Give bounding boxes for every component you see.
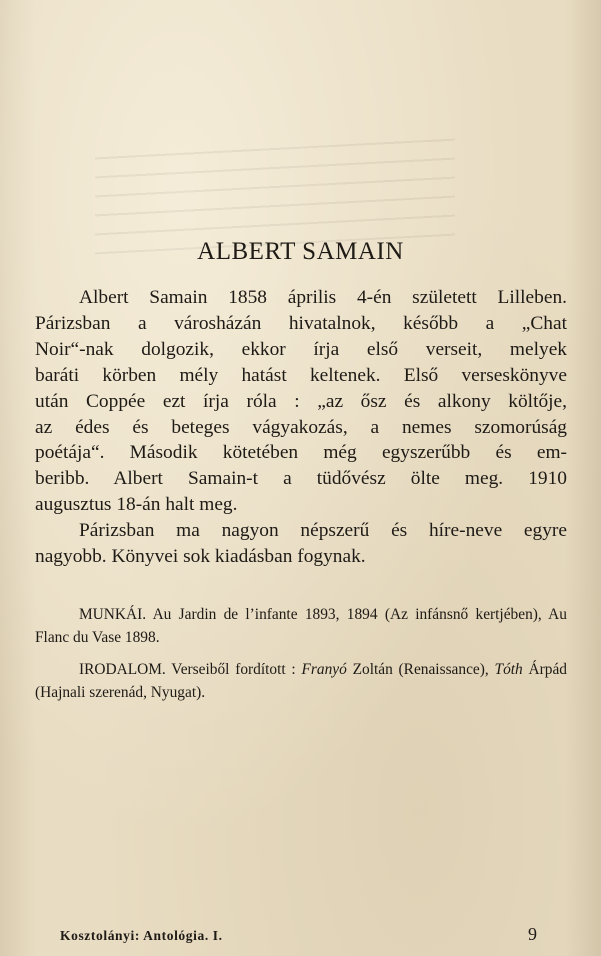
bio-line: az édes és beteges vágyakozás, a nemes szomorúság (35, 416, 567, 438)
literature-paragraph (35, 658, 567, 704)
works-paragraph: MUNKÁI. Au Jardin de l’infante 1893, 1894 (Az infánsnő kertjében), Au Flanc du Vase 1898. (35, 606, 567, 646)
bio-line: Párizsban a városházán hivatalnok, később a „Chat (35, 312, 567, 334)
bio-line: baráti körben mély hatást keltenek. Első verseskönyve (35, 364, 567, 386)
literature-text: Árpád (Hajnali szerenád, Nyugat). (35, 661, 567, 701)
literature-text: IRODALOM. Verseiből fordított : (79, 661, 302, 678)
literature-text: Zoltán (Renaissance), (346, 661, 495, 678)
biography-paragraph (35, 285, 567, 570)
page-title: ALBERT SAMAIN (197, 238, 404, 265)
bio-line: nagyobb. Könyvei sok kiadásban fogynak. (35, 546, 366, 568)
bio-line: poétája“. Második kötetében még egyszerűbb és em- (35, 442, 567, 464)
bio-line: augusztus 18-án halt meg. (35, 494, 238, 516)
page-number: 9 (528, 924, 537, 944)
bio-line: Párizsban ma nagyon népszerű és híre-neve egyre (79, 520, 567, 542)
bio-line: Albert Samain 1858 április 4-én született Lilleben. (79, 287, 567, 308)
bio-line: Noir“-nak dolgozik, ekkor írja első verseit, melyek (35, 338, 567, 360)
bio-line: beribb. Albert Samain-t a tüdővész ölte meg. 1910 (35, 468, 567, 490)
translator-name: Tóth (494, 661, 523, 678)
signature-mark: Kosztolányi: Antológia. I. (60, 928, 223, 943)
show-through-text (95, 126, 455, 255)
translator-name: Franyó (301, 661, 347, 678)
bio-line: után Coppée ezt írja róla : „az ősz és alkony költője, (35, 390, 567, 412)
